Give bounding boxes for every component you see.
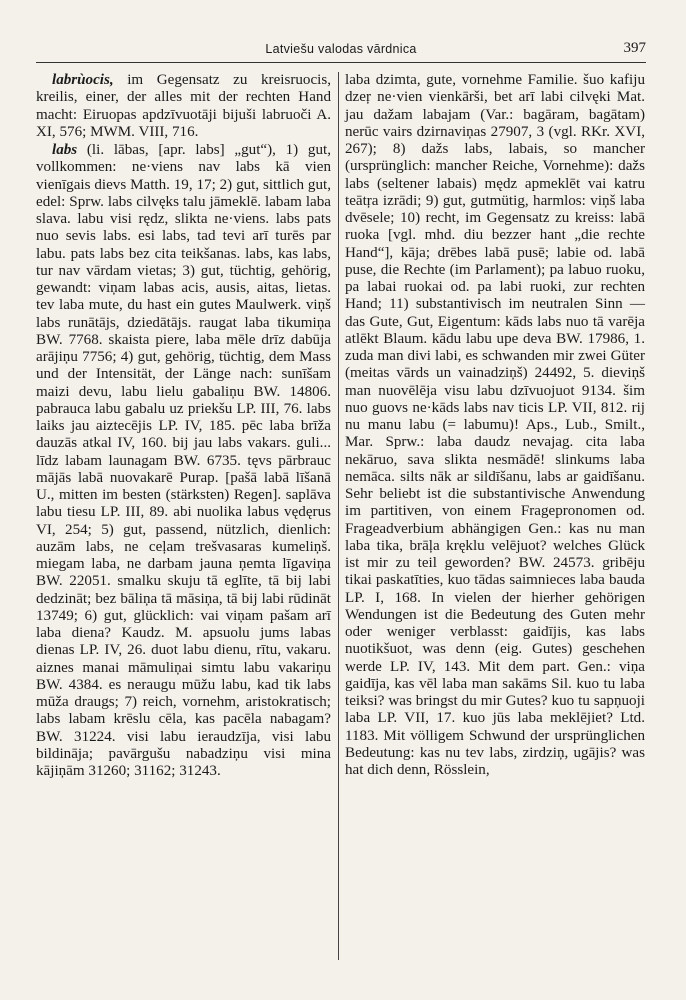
- headword: labrùocis,: [52, 72, 114, 88]
- entry-text: im Gegensatz zu kreisruocis, kreilis, einer, der alles mit der rechten Hand macht: Eiruopas apdzīvuotāji bijuši labruoči A. XI, 576; MWM. VIII, 716.: [36, 72, 331, 140]
- entry-labruocis: [36, 72, 331, 141]
- entry-labs-continued: [345, 72, 645, 779]
- page-header: [36, 40, 646, 63]
- headword: labs: [52, 142, 78, 158]
- entry-labs: [36, 142, 331, 780]
- entry-text: (li. lābas, [apr. labs] „gut“), 1) gut, vollkommen: ne·viens nav labs kā vien vienīgais dievs Matth. 19, 17; 2) gut, sittlich gut, edel: Sprw. labs cilvęks talu jāmeklē. labam laba slava. labu visi rędz, slikta ne·viens. labs pats nuo sevis labs. esi labs, tad tevi arī turēs par labu. pats labs bez cita teikšanas. labs, kas labs, tur nav vārdam vietas; 3) gut, tüchtig, gehörig, gewandt: viņam labas acis, ausis, aitas, lietas. tev laba mute, du hast ein gutes Maulwerk. viņš labs runātājs, dziedātājs. raugat laba tikumiņa BW. 7768. skaista piere, laba mēle drīz dabūja arājiņu 7756; 4) gut, gehörig, tüchtig, dem Mass und der Intensität, der Länge nach: sunīšam maizi devu, labu lielu gabaliņu BW. 14806. pabrauca labu gabalu uz priekšu LP. III, 76. labs laiks jau aiztecējis LP. IV, 185. pēc laba brīža dauzās atkal IV, 160. bij jau labs vakars. guli... līdz labam launagam BW. 6735. tęvs pārbrauc mājās labā nuovakarē Purap. [pašā labā līšanā U., mitten im besten (stärksten) Regen]. saplāva labu tiesu LP. III, 89. abi nuolika labus vędęrus VI, 254; 5) gut, passend, nützlich, dienlich: auzām labs, ne ceļam trešvasaras kumeliņš. miegam laba, ne darbam jauna ņemta līgaviņa BW. 22051. smalku skuju tā eglīte, tā bij labi dedzināt; bez bāliņa tā māsiņa, tā bij labi rūdināt 13749; 6) gut, glücklich: vai viņam pašam arī laba diena? Kaudz. M. apsuolu jums labas dienas LP. IV, 26. duot labu dienu, rītu, vakaru. aiznes manai māmuliņai simtu labu vakariņu BW. 4384. es neraugu mūžu labu, kad tik labs mūža draugs; 7) reich, vornehm, aristokratisch; labs labam krēslu cēla, kas pacēla nabagam? BW. 31224. visi labu ieraudzīja, visi labu bildināja; pavārgušu nabadziņu visi mina kājiņām 31260; 31162; 31243.: [36, 142, 331, 779]
- running-title: Latviešu valodas vārdnica: [265, 42, 417, 56]
- left-column: [36, 72, 331, 781]
- page-number: 397: [623, 40, 646, 56]
- column-divider: [338, 72, 339, 960]
- right-column: [345, 72, 645, 780]
- entry-text: laba dzimta, gute, vornehme Familie. šuo kafiju dzeŗ ne·vien vienkārši, bet arī labi cilvęki Mat. jau dažam labajam (Var.: bagāram, bagātam) nerūc vairs dzirnaviņas 27907, 3 (vgl. RKr. XVI, 267); 8) dažs labs, labais, so mancher (ursprünglich: mancher Reiche, Vornehme): dažs labs (seltener labais) mędz apmeklēt vai katru teātŗa izrādi; 9) gut, gutmütig, harmlos: viņš laba dvēsele; 10) recht, im Gegensatz zu kreiss: labā ruoka [vgl. mhd. diu bezzer hant „die rechte Hand“], kāja; drēbes labā pusē; labie od. labā puse, die Rechte (im Parlament); pa labuo ruoku, pa labai ruokai od. pa labi ruoki, zur rechten Hand; 11) substantivisch im neutralen Sinn — das Gute, Gut, Eigentum: kāds labs nuo tā varēja atlēkt Blaum. kādu labu upe deva BW. 17986, 1. zuda man divi labi, es schwanden mir zwei Güter (meitas vārds un vainadziņš) 24492, 5. dieviņš man nuovēlēja visu labu dzīvuojuot 9134. šim nuo guovs ne·kāds labs nav ticis LP. VII, 812. rij nu manu labu (= labumu)! Aps., Lub., Smilt., Mar. Sprw.: laba daudz nevajag. cita laba nekāruo, sava slikta nesmādē! slinkums laba nemāca. silts nāk ar sildīšanu, labs ar gaidīšanu. Sehr beliebt ist die substantivische Anwendung im partitiven, von einem Fragepronomen od. Frageadverbium abhängigen Gen.: kas nu man laba tika, brāļa kręklu velējuot? welches Glück ist mir zu teil geworden? BW. 24573. gribēju tikai paskatīties, kuo tādas saimnieces laba bauda LP. I, 168. In vielen der hierher gehörigen Wendungen ist die Bedeutung des Guten mehr oder weniger verblasst: gaidījis, kas labs nuotikšuot, was denn (eig. Gutes) geschehen werde LP. IV, 143. Mit dem part. Gen.: viņa gaidīja, kas vēl laba man sakāms Sil. kuo tu laba teiksi? was bringst du mir Gutes? kuo tu sapņuoji laba LP. VII, 17. kuo jūs laba meklējiet? Ltd. 1183. Mit völligem Schwund der ursprünglichen Bedeutung: kas nu tev labs, zirdziņ, ugājis? was hat dich denn, Rösslein,: [345, 72, 645, 778]
